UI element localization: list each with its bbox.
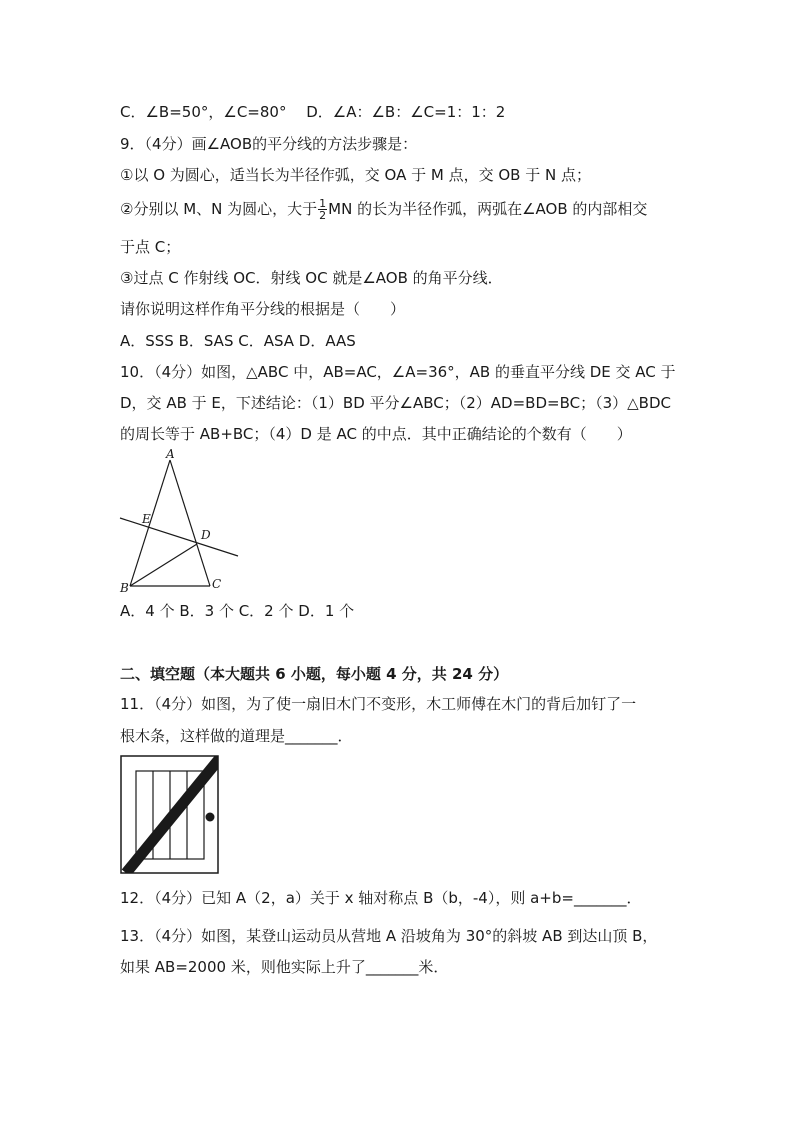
q9-stem: 9．（4分）画∠AOB的平分线的方法步骤是： <box>120 135 418 153</box>
wooden-door-figure <box>120 755 220 875</box>
door-knob-icon <box>206 813 215 822</box>
q9-step2-cont: 于点 C； <box>120 238 181 256</box>
fraction-denominator: 2 <box>319 209 327 222</box>
q10-line1: 10．（4分）如图，△ABC 中，AB=AC，∠A=36°，AB 的垂直平分线 DE 交 AC 于 <box>120 363 676 381</box>
q12: 12．（4分）已知 A（2，a）关于 x 轴对称点 B（b，-4），则 a+b=_______． <box>120 889 642 907</box>
isosceles-triangle-figure <box>112 446 247 596</box>
q9-step1: ①以 O 为圆心，适当长为半径作弧，交 OA 于 M 点，交 OB 于 N 点； <box>120 166 592 184</box>
q9-step2 <box>120 198 647 221</box>
point-label-d: D <box>201 528 211 542</box>
q10-line2: D，交 AB 于 E，下述结论：（1）BD 平分∠ABC；（2）AD=BD=BC；（3）△BDC <box>120 394 671 412</box>
q9-step3: ③过点 C 作射线 OC．射线 OC 就是∠AOB 的角平分线． <box>120 269 503 287</box>
q9-step2-pre: ②分别以 M、N 为圆心，大于 <box>120 200 318 218</box>
q9-step2-post: MN 的长为半径作弧，两弧在∠AOB 的内部相交 <box>328 200 648 218</box>
q9-question: 请你说明这样作角平分线的根据是（ ） <box>120 300 406 318</box>
vertex-label-c: C <box>212 577 222 591</box>
vertex-label-b: B <box>120 581 129 595</box>
q11-line2: 根木条，这样做的道理是_______． <box>120 727 353 745</box>
q11-line1: 11．（4分）如图，为了使一扇旧木门不变形，木工师傅在木门的背后加钉了一 <box>120 695 637 713</box>
q13-line1: 13．（4分）如图，某登山运动员从营地 A 沿坡角为 30°的斜坡 AB 到达山顶 B， <box>120 927 658 945</box>
q9-options: A．SSS B．SAS C．ASA D．AAS <box>120 332 356 350</box>
vertex-label-a: A <box>166 447 175 461</box>
one-half-fraction <box>318 198 327 221</box>
q10-options: A．4 个 B．3 个 C．2 个 D．1 个 <box>120 602 355 620</box>
fraction-numerator: 1 <box>319 197 327 210</box>
section-title-fill-in-blank: 二、填空题（本大题共 6 小题，每小题 4 分，共 24 分） <box>120 665 509 683</box>
point-label-e: E <box>142 512 151 526</box>
q8-options-cd: C．∠B=50°，∠C=80° D．∠A：∠B：∠C=1：1：2 <box>120 103 506 121</box>
q10-line3: 的周长等于 AB+BC；（4）D 是 AC 的中点．其中正确结论的个数有（ ） <box>120 425 632 443</box>
q13-line2: 如果 AB=2000 米，则他实际上升了_______米． <box>120 958 449 976</box>
